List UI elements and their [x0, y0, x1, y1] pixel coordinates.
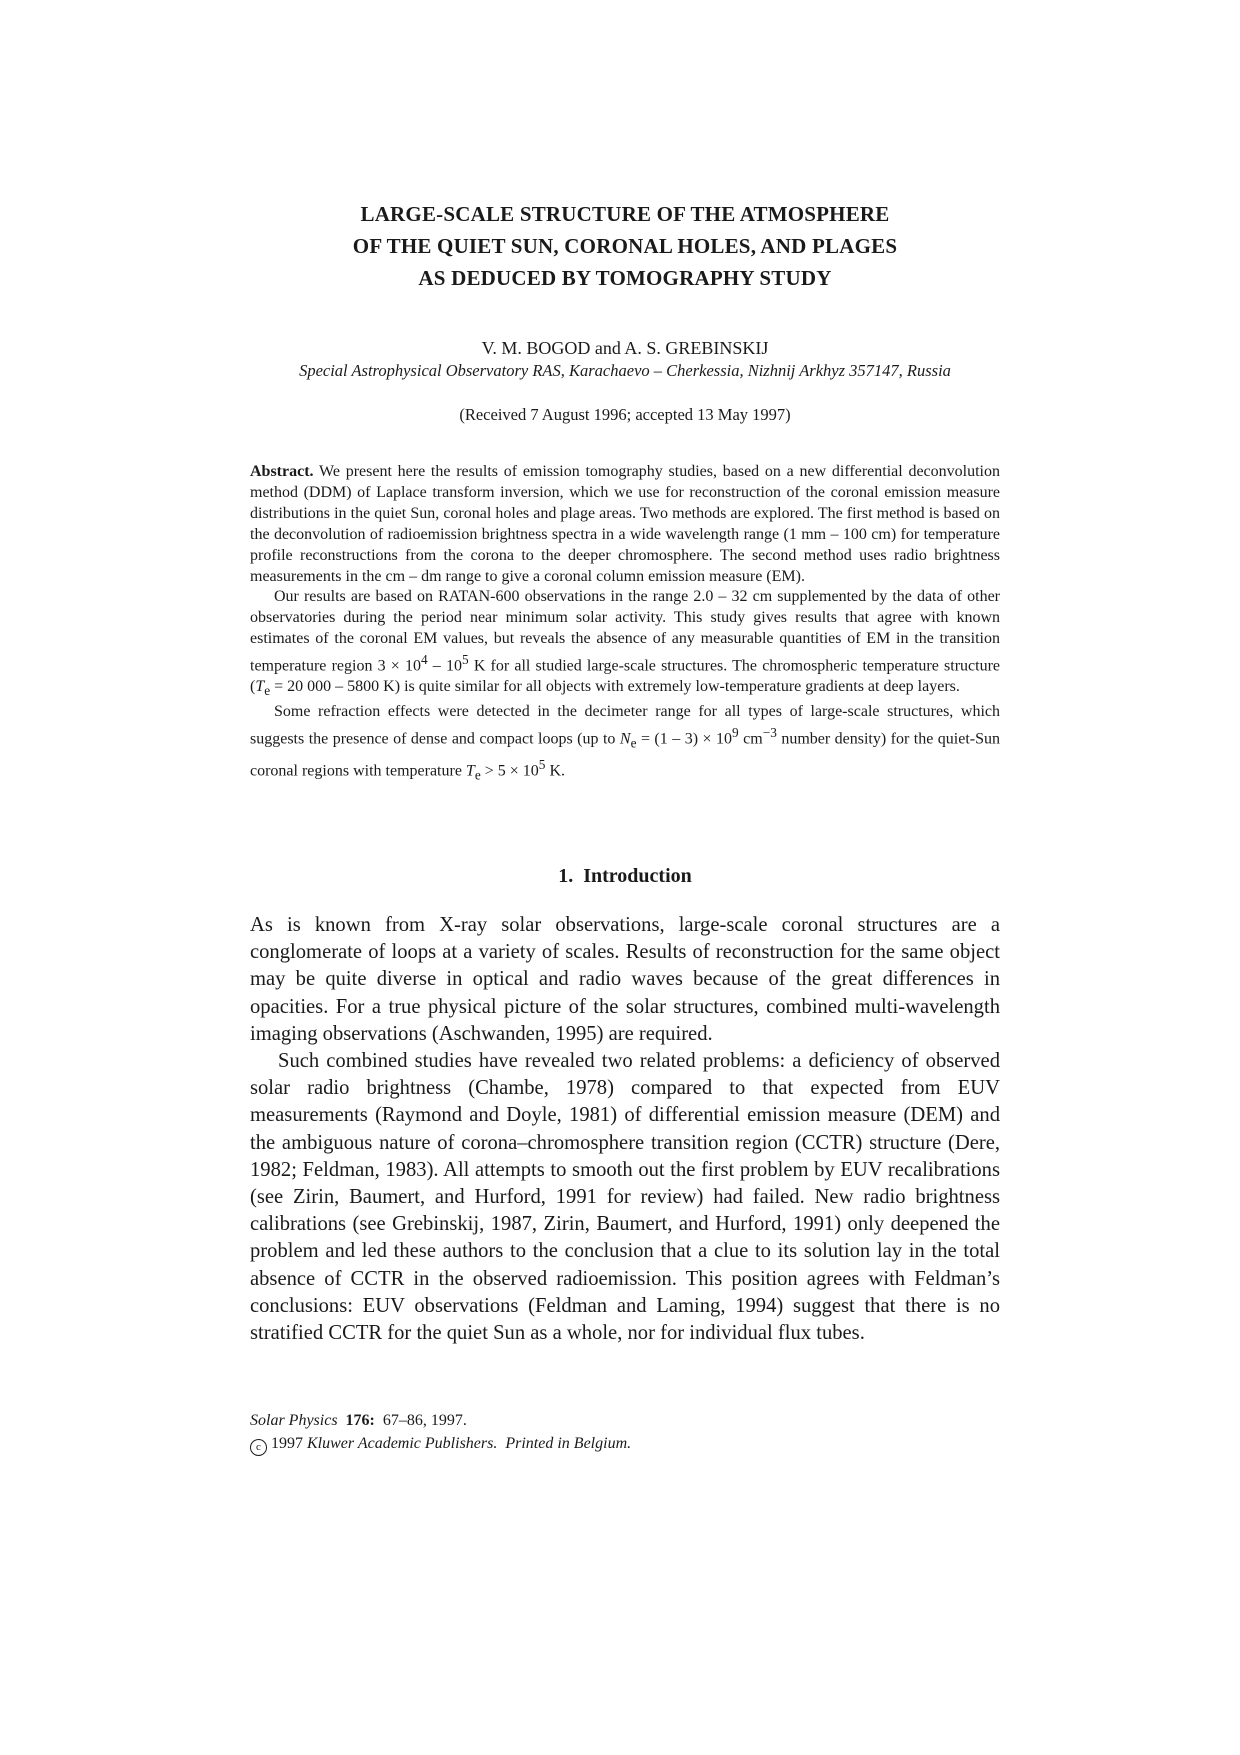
- journal-name: Solar Physics: [250, 1412, 338, 1429]
- abstract: [250, 462, 1000, 786]
- math-subscript: e: [474, 767, 481, 783]
- journal-pages: 67–86, 1997.: [382, 1412, 467, 1429]
- abstract-exp: 4: [420, 652, 428, 668]
- abstract-label: Abstract.: [250, 463, 314, 480]
- abstract-exp: 5: [538, 756, 546, 772]
- abstract-paragraph-1: [250, 462, 1000, 587]
- body-paragraph-1: As is known from X-ray solar observations, large-scale coronal structures are a conglomerate of loops at a variety of scales. Results of reconstruction for the same object may be quite diverse in optical and radio waves because of the great differences in opacities. For a true physical picture of the solar structures, combined multi-wavelength imaging observations (Aschwanden, 1995) are required.: [250, 914, 1000, 1045]
- abstract-text-3a: Some refraction effects were detected in the decimeter range for all types of large-scale structures, which suggests the presence of dense and compact loops (up to: [250, 703, 1000, 748]
- authors: V. M. BOGOD and A. S. GREBINSKIJ: [481, 338, 769, 358]
- abstract-paragraph-2: [250, 587, 1000, 702]
- abstract-exp: −3: [762, 725, 777, 741]
- publisher: Kluwer Academic Publishers.: [307, 1435, 498, 1452]
- title-line-1: LARGE-SCALE STRUCTURE OF THE ATMOSPHERE: [360, 202, 890, 226]
- copyright-icon: c: [250, 1439, 267, 1456]
- body-text: [250, 912, 1000, 1347]
- section-heading: [250, 863, 1000, 889]
- abstract-text-2c: = 20 000 – 5800 K) is quite similar for all objects with extremely low-temperature gradients at deep layers.: [270, 678, 960, 696]
- abstract-paragraph-3: [250, 702, 1000, 786]
- math-subscript: e: [630, 735, 637, 751]
- title-line-2: OF THE QUIET SUN, CORONAL HOLES, AND PLAGES: [352, 234, 898, 258]
- footer: [250, 1409, 1000, 1456]
- paper-title: [250, 198, 1000, 294]
- abstract-text-2b: K for all studied large-scale structures. The chromospheric temperature structure (: [250, 657, 1000, 696]
- abstract-range: 3 × 10: [377, 657, 421, 675]
- section-number: 1.: [558, 865, 574, 887]
- received-dates: (Received 7 August 1996; accepted 13 May 1997): [459, 405, 791, 424]
- math-symbol: T: [255, 678, 265, 696]
- journal-citation: [250, 1409, 1000, 1432]
- abstract-text-3b: = (1 – 3) × 10: [636, 730, 732, 748]
- body-paragraph-2: Such combined studies have revealed two related problems: a deficiency of observed solar radio brightness (Chambe, 1978) compared to that expected from EUV measurements (Raymond and Doyle, 1981) of differential emission measure (DEM) and the ambiguous nature of corona–chromosphere transition region (CCTR) structure (Dere, 1982; Feldman, 1983). All attempts to smooth out the first problem by EUV recalibrations (see Zirin, Baumert, and Hurford, 1991 for review) had failed. New radio brightness calibrations (see Grebinskij, 1987, Zirin, Baumert, and Hurford, 1991) only deepened the problem and led these authors to the conclusion that a clue to its solution lay in the total absence of CCTR in the observed radioemission. This position agrees with Feldman’s conclusions: EUV observations (Feldman and Laming, 1994) suggest that there is no stratified CCTR for the quiet Sun as a whole, nor for individual flux tubes.: [250, 1050, 1000, 1345]
- abstract-text-3d: number density) for the quiet-Sun coronal regions with temperature: [250, 730, 1001, 780]
- abstract-range-dash: – 10: [427, 657, 462, 675]
- abstract-text-3e: > 5 × 10: [480, 762, 539, 780]
- math-subscript: e: [264, 683, 271, 699]
- copyright-year: 1997: [271, 1435, 303, 1452]
- math-symbol: N: [619, 730, 631, 748]
- abstract-text-3f: K.: [545, 762, 566, 780]
- journal-volume: 176:: [345, 1412, 375, 1429]
- title-line-3: AS DEDUCED BY TOMOGRAPHY STUDY: [418, 266, 832, 290]
- copyright-line: [250, 1432, 1000, 1456]
- section-title: Introduction: [583, 865, 692, 887]
- math-symbol: T: [465, 762, 475, 780]
- printed-in: Printed in Belgium.: [505, 1435, 632, 1452]
- abstract-exp: 9: [731, 725, 739, 741]
- abstract-text-2a: Our results are based on RATAN-600 observations in the range 2.0 – 32 cm supplemented by the data of other observatories during the period near minimum solar activity. This study gives results that agree with known estimates of the coronal EM values, but reveals the absence of any measurable quantities of EM in the transition temperature region: [250, 588, 1000, 675]
- abstract-text-3c: cm: [738, 730, 763, 748]
- affiliation: Special Astrophysical Observatory RAS, Karachaevo – Cherkessia, Nizhnij Arkhyz 357147, Russia: [299, 361, 951, 380]
- abstract-text-1: We present here the results of emission tomography studies, based on a new differential deconvolution method (DDM) of Laplace transform inversion, which we use for reconstruction of the coronal emission measure distributions in the quiet Sun, coronal holes and plage areas. Two methods are explored. The first method is based on the deconvolution of radioemission brightness spectra in a wide wavelength range (1 mm – 100 cm) for temperature profile reconstructions from the corona to the deeper chromosphere. The second method uses radio brightness measurements in the cm – dm range to give a coronal column emission measure (EM).: [250, 463, 1000, 585]
- abstract-exp: 5: [461, 652, 469, 668]
